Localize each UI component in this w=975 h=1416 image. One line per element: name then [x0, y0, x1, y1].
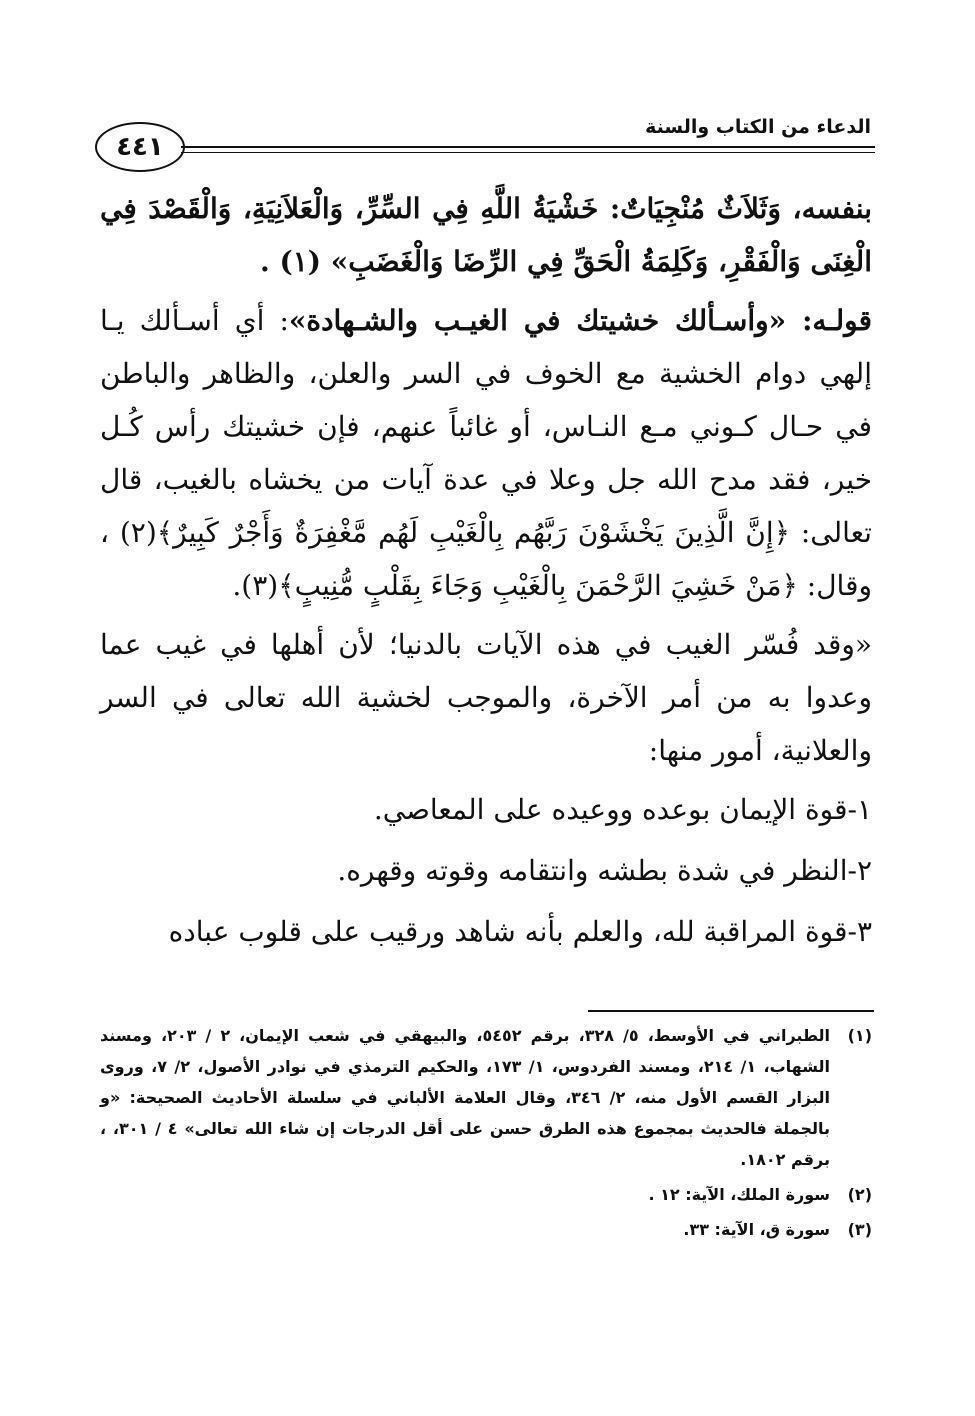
footnote-text: سورة الملك، الآية: ١٢ .: [648, 1185, 830, 1204]
page-number: ٤٤١: [116, 132, 164, 162]
page-number-oval: [95, 122, 185, 172]
list-item: ١-قوة الإيمان بوعده ووعيده على المعاصي.: [373, 793, 872, 826]
footnote-number: (٢): [847, 1185, 872, 1204]
footnote-3: [100, 1214, 872, 1245]
list-item: ٢-النظر في شدة بطشه وانتقامه وقوته وقهره.: [337, 854, 872, 887]
main-text: [100, 182, 872, 958]
footnote-rule: [588, 1010, 874, 1012]
paragraph-ghayb: «وقد فُسّر الغيب في هذه الآيات بالدنيا؛ لأن أهلها في غيب عما وعدوا به من أمر الآخرة، والموجب لخشية الله تعالى في السر والعلانية، أمور منها:: [100, 628, 872, 767]
header-rule: [181, 146, 875, 153]
page-header: [95, 112, 875, 182]
footnote-number: (١): [847, 1026, 872, 1045]
causes-list: [100, 783, 872, 958]
paragraph-commentary: [100, 294, 872, 612]
list-item: ٣-قوة المراقبة لله، والعلم بأنه شاهد ورقيب على قلوب عباده: [168, 915, 872, 948]
commentary-body: : أي أسـألك يـا إلهي دوام الخشية مع الخوف في السر والعلن، والظاهر والباطن في حـال كـوني مـع النـاس، أو غائباً عنهم، فإن خشيتك رأس كُـل خير، فقد مدح الله جل وعلا في عدة آيات من يخشاه بالغيب، قال تعالى: ﴿إِنَّ الَّذِينَ يَخْشَوْنَ رَبَّهُم بِالْغَيْبِ لَهُم مَّغْفِرَةٌ وَأَجْرٌ كَبِيرٌ﴾(٢) ، وقال: ﴿مَنْ خَشِيَ الرَّحْمَنَ بِالْغَيْبِ وَجَاءَ بِقَلْبٍ مُّنِيبٍ﴾(٣).: [100, 304, 872, 602]
commentary-quote: «وأسـألك خشيتك في الغيـب والشـهادة»: [288, 304, 787, 337]
footnote-2: [100, 1179, 872, 1210]
footnote-number: (٣): [847, 1220, 872, 1239]
footnotes: [100, 1020, 872, 1249]
footnote-text: سورة ق، الآية: ٣٣.: [683, 1220, 830, 1239]
paragraph-hadith-end: بنفسه، وَثَلاَثٌ مُنْجِيَاتٌ: خَشْيَةُ اللَّهِ فِي السِّرِّ، وَالْعَلاَنِيَةِ، وَالْقَصْدَ فِي الْغِنَى وَالْفَقْرِ، وَكَلِمَةُ الْحَقِّ فِي الرِّضَا وَالْغَضَبِ» (١) .: [100, 192, 872, 278]
footnote-text: الطبراني في الأوسط، ٥/ ٣٢٨، برقم ٥٤٥٢، والبيهقي في شعب الإيمان، ٢ / ٢٠٣، ومسند الشهاب، ١/ ٢١٤، ومسند الفردوس، ١/ ١٧٣، والحكيم الترمذي في نوادر الأصول، ٢/ ٧، وروى البزار القسم الأول منه، ٢/ ٣٤٦، وقال العلامة الألباني في سلسلة الأحاديث الصحيحة: «و بالجملة فالحديث بمجموع هذه الطرق حسن على أقل الدرجات إن شاء الله تعالى» ٤ / ٣٠١، ، برقم ١٨٠٢.: [100, 1026, 831, 1169]
footnote-1: [100, 1020, 872, 1175]
commentary-lead: قولـه:: [786, 304, 872, 337]
running-header-title: الدعاء من الكتاب والسنة: [645, 116, 871, 138]
